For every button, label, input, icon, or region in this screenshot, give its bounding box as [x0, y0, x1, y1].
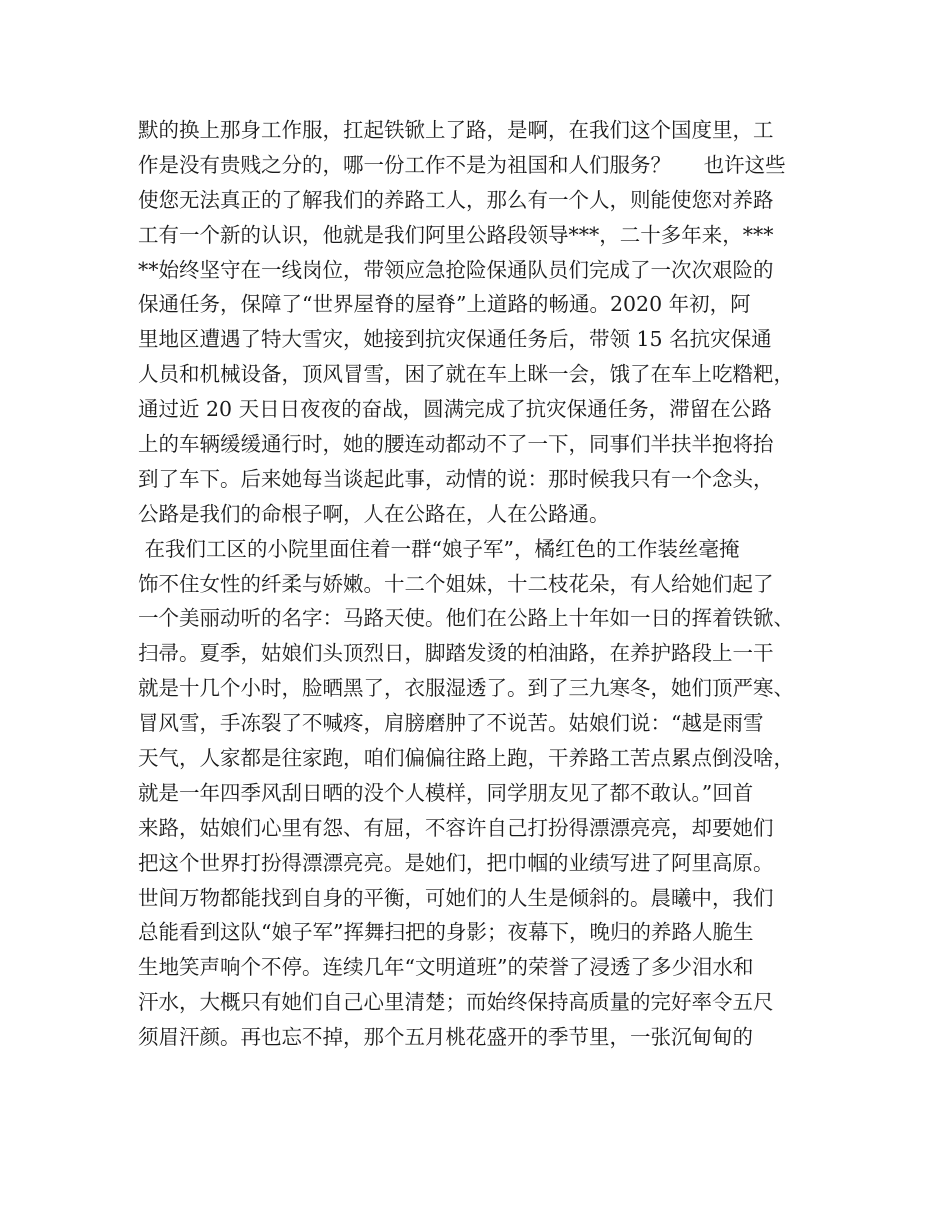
- text-line: 保通任务，保障了“世界屋脊的屋脊”上道路的畅通。2020 年初，阿: [138, 292, 751, 317]
- text-line: 就是十几个小时，脸晒黑了，衣服湿透了。到了三九寒冬，她们顶严寒、: [138, 676, 794, 701]
- text-line: 默的换上那身工作服，扛起铁锨上了路，是啊，在我们这个国度里，工: [138, 118, 774, 142]
- text-line: 生地笑声响个不停。连续几年“文明道班”的荣誉了浸透了多少泪水和: [138, 955, 754, 980]
- text-line: 须眉汗颜。再也忘不掉，那个五月桃花盛开的季节里，一张沉甸甸的: [138, 1025, 753, 1050]
- text-line: 世间万物都能找到自身的平衡，可她们的人生是倾斜的。晨曦中，我们: [138, 885, 774, 910]
- text-line: 到了车下。后来她每当谈起此事，动情的说：那时候我只有一个念头，: [138, 466, 774, 491]
- text-line: 人员和机械设备，顶风冒雪，困了就在车上眯一会，饿了在车上吃糌粑，: [138, 362, 794, 387]
- text-line: 来路，姑娘们心里有怨、有屈，不容许自己打扮得漂漂亮亮，却要她们: [138, 815, 774, 840]
- text-line: 冒风雪，手冻裂了不喊疼，肩膀磨肿了不说苦。姑娘们说：“越是雨雪: [138, 711, 764, 736]
- text-line: 通过近 20 天日日夜夜的奋战，圆满完成了抗灾保通任务，滞留在公路: [138, 397, 772, 422]
- text-line: 工有一个新的认识，他就是我们阿里公路段领导***，二十多年来，***: [138, 222, 774, 247]
- text-line: 一个美丽动听的名字：马路天使。他们在公路上十年如一日的挥着铁锨、: [138, 606, 794, 631]
- text-line: 天气，人家都是往家跑，咱们偏偏往路上跑，干养路工苦点累点倒没啥，: [138, 746, 794, 771]
- text-line: 使您无法真正的了解我们的养路工人，那么有一个人，则能使您对养路: [138, 187, 774, 212]
- text-line: **始终坚守在一线岗位，带领应急抢险保通队员们完成了一次次艰险的: [138, 257, 774, 282]
- text-line: 作是没有贵贱之分的，哪一份工作不是为祖国和人们服务？ 也许这些: [138, 152, 786, 177]
- text-line: 公路是我们的命根子啊，人在公路在，人在公路通。: [138, 501, 610, 526]
- text-line: 里地区遭遇了特大雪灾，她接到抗灾保通任务后，带领 15 名抗灾保通: [138, 327, 772, 352]
- text-line: 上的车辆缓缓通行时，她的腰连动都动不了一下，同事们半扶半抱将抬: [138, 432, 774, 457]
- text-line: 扫帚。夏季，姑娘们头顶烈日，脚踏发烫的柏油路，在养护路段上一干: [138, 641, 774, 666]
- text-line: 总能看到这队“娘子军”挥舞扫把的身影；夜幕下，晚归的养路人脆生: [138, 920, 754, 945]
- text-line: 在我们工区的小院里面住着一群“娘子军”，橘红色的工作装丝毫掩: [138, 536, 740, 561]
- body-text: [138, 113, 818, 1055]
- text-line: 就是一年四季风刮日晒的没个人模样，同学朋友见了都不敢认。”回首: [138, 780, 754, 805]
- text-line: 把这个世界打扮得漂漂亮亮。是她们，把巾帼的业绩写进了阿里高原。: [138, 850, 774, 875]
- text-line: 汗水，大概只有她们自己心里清楚；而始终保持高质量的完好率令五尺: [138, 990, 774, 1015]
- text-line: 饰不住女性的纤柔与娇嫩。十二个姐妹，十二枝花朵，有人给她们起了: [138, 571, 774, 596]
